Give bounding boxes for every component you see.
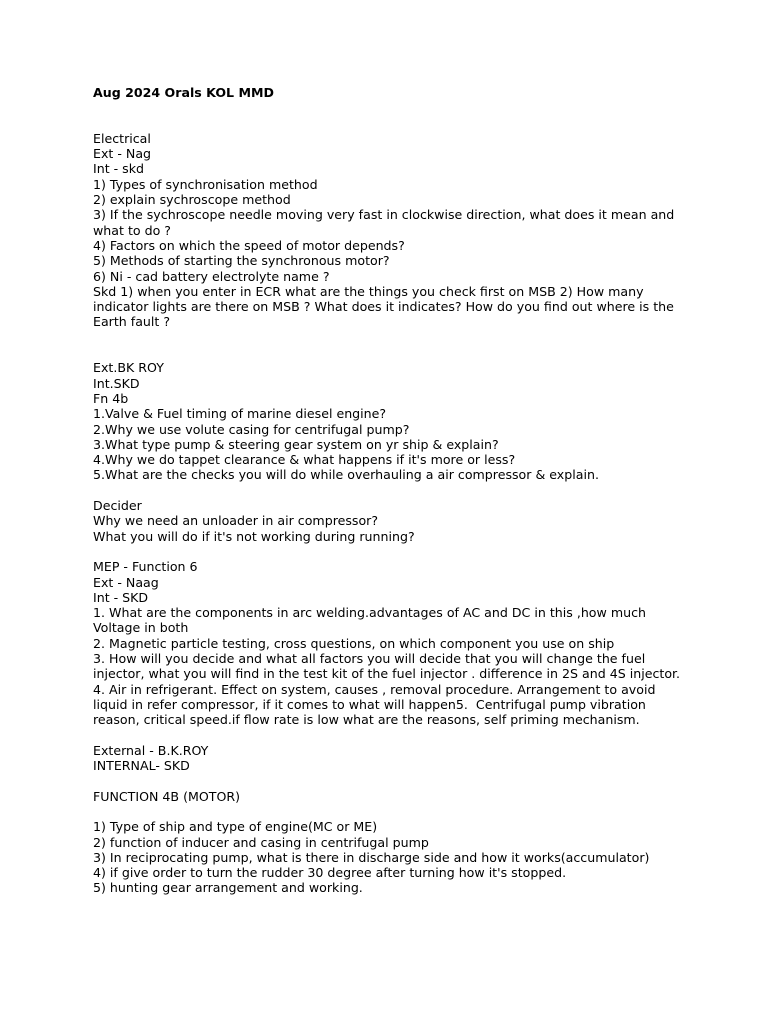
question: 1.Valve & Fuel timing of marine diesel engine? (93, 406, 387, 422)
question: Skd 1) when you enter in ECR what are the things you check first on MSB 2) How many indicator lights are there on MSB ? What does it indicates? How do you find out where is the Earth fault ? (93, 283, 678, 330)
spacer (93, 483, 683, 498)
section-electrical (93, 131, 683, 330)
section-mep-function-6 (93, 559, 683, 727)
section-heading: MEP - Function 6 (93, 559, 198, 575)
examiner-external: Ext.BK ROY (93, 360, 164, 376)
section-fn-4b (93, 360, 683, 482)
section-function-4b-questions (93, 819, 683, 895)
question: 6) Ni - cad battery electrolyte name ? (93, 268, 330, 284)
question: 5.What are the checks you will do while overhauling a air compressor & explain. (93, 467, 599, 483)
section-heading: FUNCTION 4B (MOTOR) (93, 788, 241, 804)
spacer (93, 330, 683, 345)
question: 1. What are the components in arc welding.advantages of AC and DC in this ,how much Voltage in both (93, 605, 650, 636)
question: Why we need an unloader in air compressor? (93, 513, 379, 529)
question: 2. Magnetic particle testing, cross questions, on which component you use on ship (93, 635, 615, 651)
spacer (93, 544, 683, 559)
question: 3) In reciprocating pump, what is there in discharge side and how it works(accumulator) (93, 849, 650, 865)
examiner-internal: Int - skd (93, 161, 145, 177)
examiner-external: Ext - Nag (93, 146, 152, 162)
section-heading: Decider (93, 498, 142, 514)
document-page (93, 85, 683, 896)
question: 4) Factors on which the speed of motor depends? (93, 237, 405, 253)
section-heading: Fn 4b (93, 390, 129, 406)
examiner-internal: INTERNAL- SKD (93, 758, 190, 774)
question: 3.What type pump & steering gear system on yr ship & explain? (93, 436, 499, 452)
question: What you will do if it's not working during running? (93, 528, 415, 544)
spacer (93, 773, 683, 788)
question: 5) Methods of starting the synchronous motor? (93, 253, 390, 269)
section-heading: Electrical (93, 130, 151, 146)
examiner-internal: Int - SKD (93, 589, 149, 605)
question: 4.Why we do tappet clearance & what happens if it's more or less? (93, 452, 516, 468)
question: 2) explain sychroscope method (93, 192, 291, 208)
examiner-internal: Int.SKD (93, 375, 140, 391)
question: 1) Type of ship and type of engine(MC or ME) (93, 819, 378, 835)
question: 4) if give order to turn the rudder 30 degree after turning how it's stopped. (93, 865, 567, 881)
question: 2) function of inducer and casing in centrifugal pump (93, 834, 429, 850)
question: 3) If the sychroscope needle moving very fast in clockwise direction, what does it mean and what to do ? (93, 207, 679, 238)
spacer (93, 804, 683, 819)
spacer (93, 345, 683, 360)
spacer (93, 100, 683, 131)
section-function-4b-heading (93, 789, 683, 804)
document-title: Aug 2024 Orals KOL MMD (93, 85, 274, 100)
examiner-external: External - B.K.ROY (93, 742, 209, 758)
question: 1) Types of synchronisation method (93, 176, 318, 192)
question: 3. How will you decide and what all factors you will decide that you will change the fuel injector, what you will find in the test kit of the fuel injector . difference in 2S and 4S injector. (93, 650, 681, 682)
question: 4. Air in refrigerant. Effect on system, causes , removal procedure. Arrangement to avoid liquid in refer compressor, if it comes to what will happen5. Centrifugal pump vibration reason, critical speed.if flow rate is low what are the reasons, self priming mechanism. (93, 681, 660, 728)
question: 2.Why we use volute casing for centrifugal pump? (93, 421, 410, 437)
section-decider (93, 498, 683, 544)
section-examiners (93, 743, 683, 774)
spacer (93, 727, 683, 742)
examiner-external: Ext - Naag (93, 574, 159, 590)
question: 5) hunting gear arrangement and working. (93, 880, 363, 896)
